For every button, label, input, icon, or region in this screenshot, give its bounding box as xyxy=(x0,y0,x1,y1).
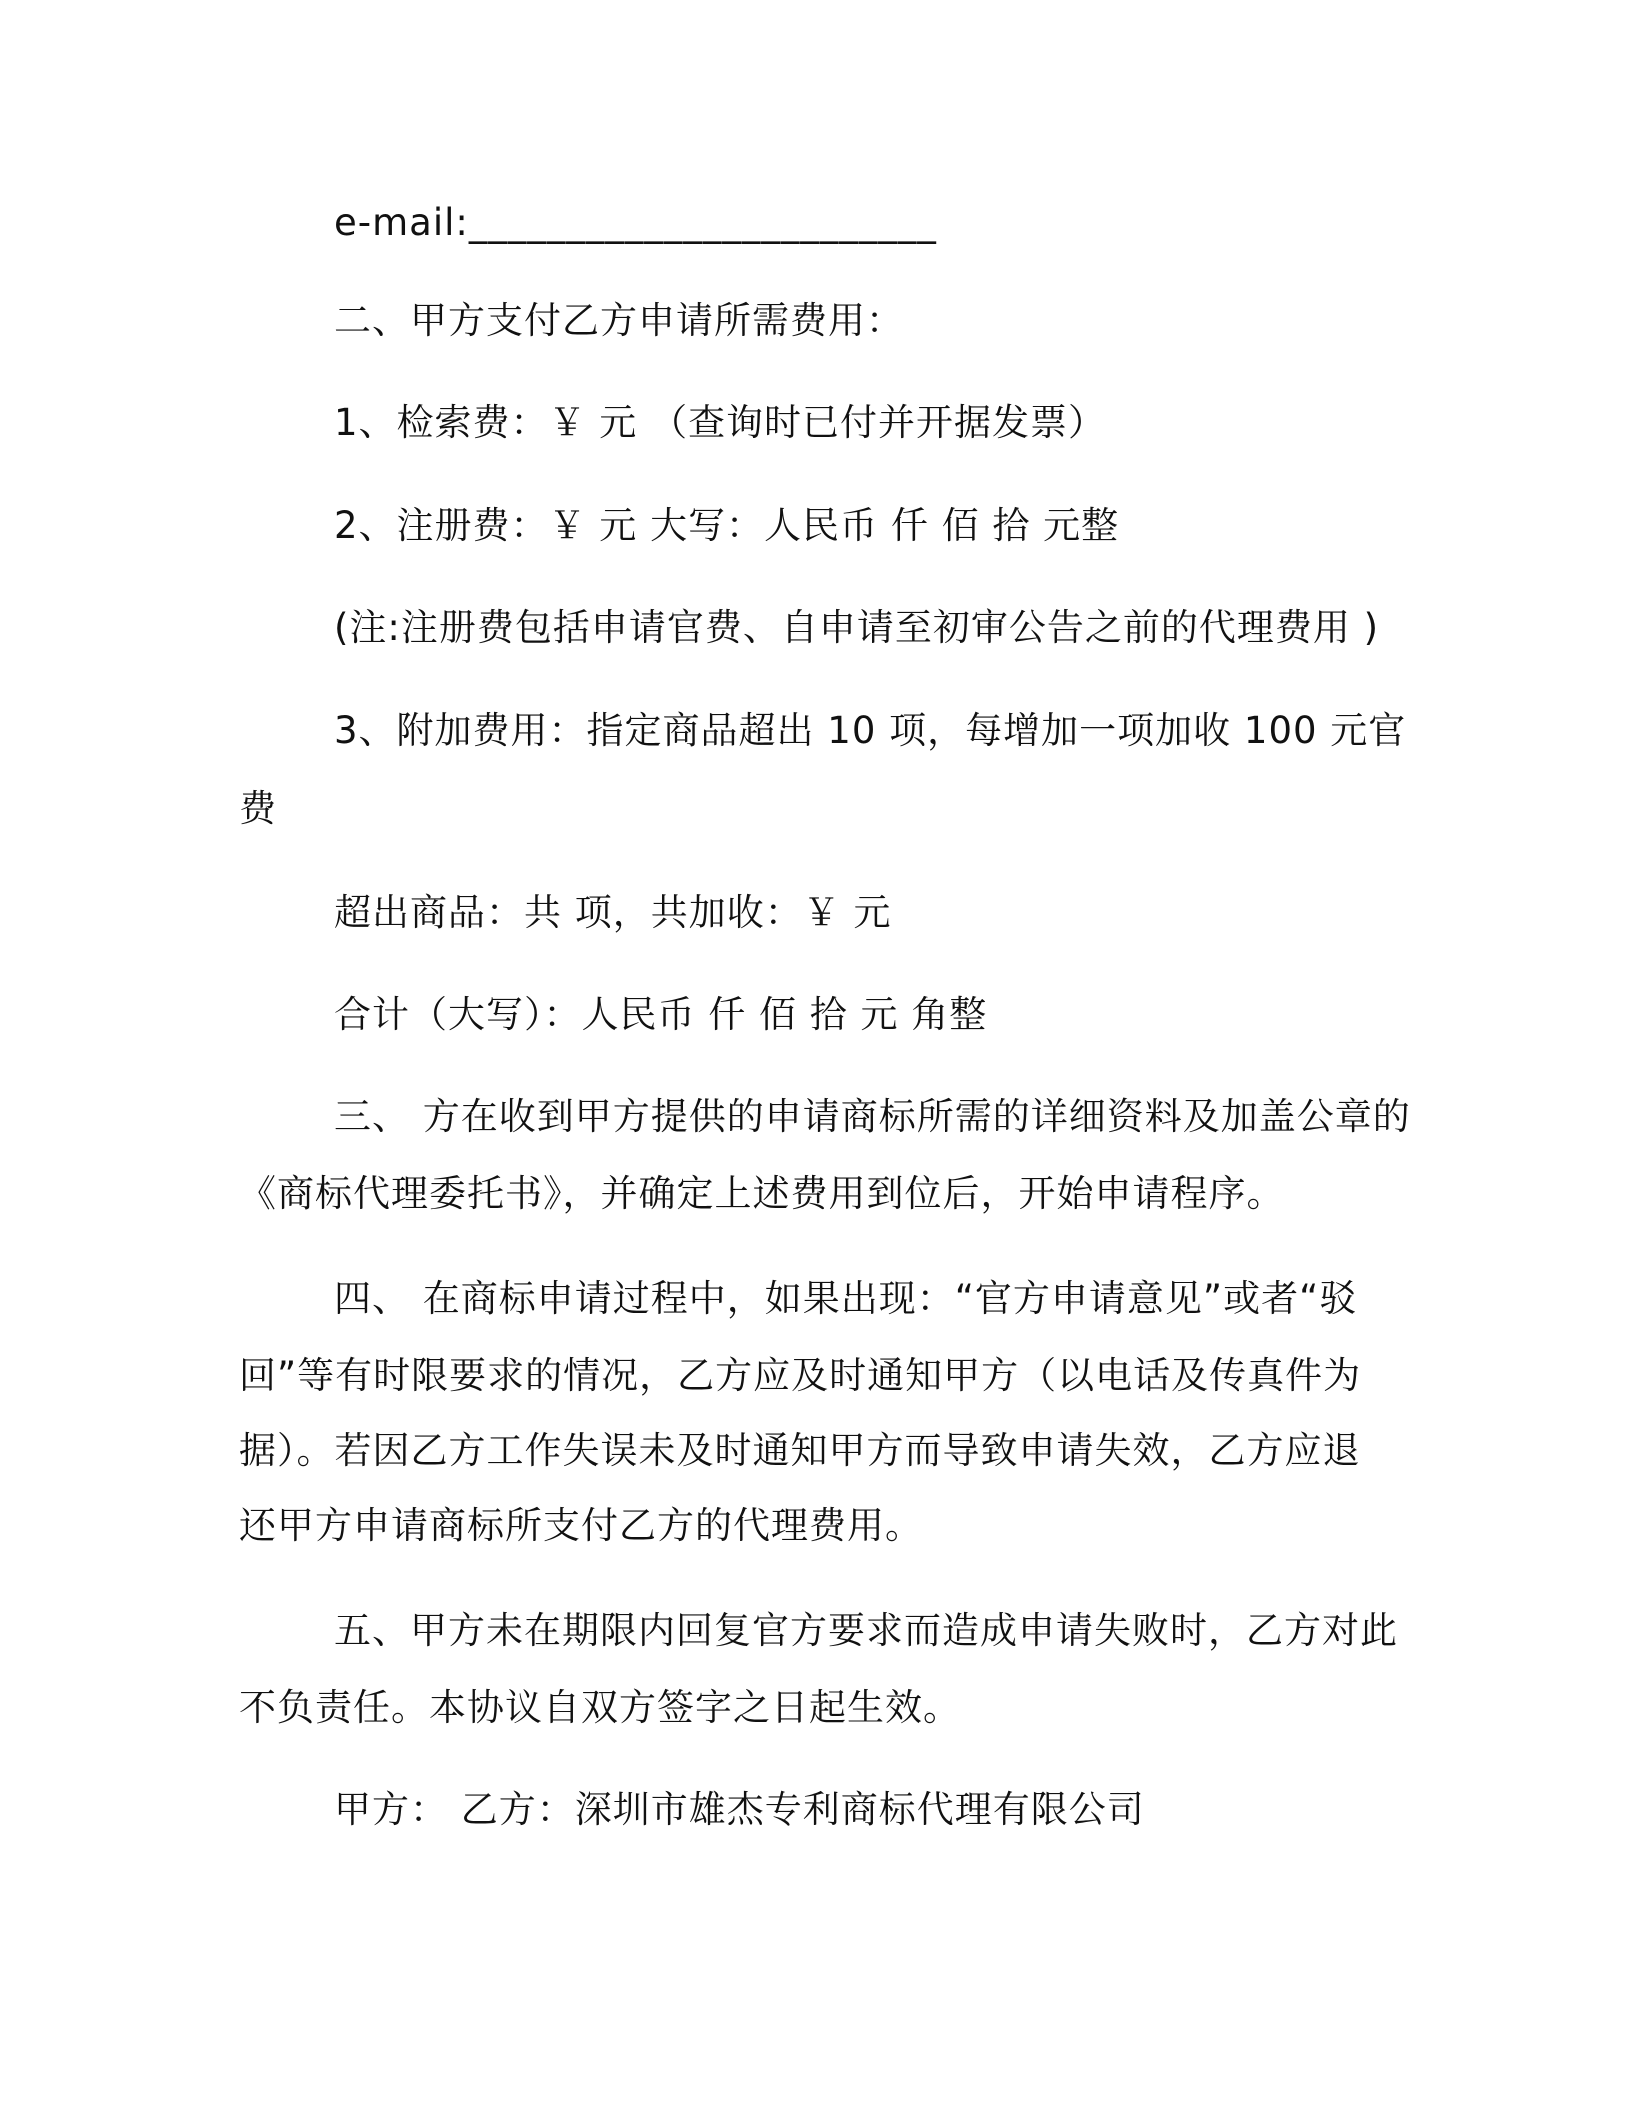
section-2-heading: 二、甲方支付乙方申请所需费用： xyxy=(334,299,904,342)
section-4-line-4: 还甲方申请商标所支付乙方的代理费用。 xyxy=(239,1504,923,1547)
registration-fee-line: 2、注册费：￥ 元 大写：人民币 仟 佰 拾 元整 xyxy=(334,504,1120,547)
additional-fee-line: 3、附加费用：指定商品超出 10 项，每增加一项加收 100 元官 xyxy=(334,709,1407,752)
section-4-line-2: 回”等有时限要求的情况，乙方应及时通知甲方（以电话及传真件为 xyxy=(239,1354,1362,1397)
email-line: e-mail:________________________ xyxy=(334,201,937,244)
section-4-line-3: 据）。若因乙方工作失误未及时通知甲方而导致申请失效，乙方应退 xyxy=(239,1429,1361,1472)
section-3-line-1: 三、 方在收到甲方提供的申请商标所需的详细资料及加盖公章的 xyxy=(334,1095,1411,1138)
search-fee-line: 1、检索费：￥ 元 （查询时已付并开据发票） xyxy=(334,401,1107,444)
total-amount-line: 合计（大写）：人民币 仟 佰 拾 元 角整 xyxy=(334,993,988,1036)
excess-goods-line: 超出商品：共 项，共加收：￥ 元 xyxy=(334,891,892,934)
section-4-line-1: 四、 在商标申请过程中，如果出现：“官方申请意见”或者“驳 xyxy=(334,1277,1358,1320)
section-5-line-1: 五、甲方未在期限内回复官方要求而造成申请失败时，乙方对此 xyxy=(334,1609,1398,1652)
registration-fee-note: (注:注册费包括申请官费、自申请至初审公告之前的代理费用 ) xyxy=(334,606,1380,649)
additional-fee-line-continued: 费 xyxy=(239,787,277,830)
signature-line: 甲方： 乙方：深圳市雄杰专利商标代理有限公司 xyxy=(334,1788,1145,1831)
section-3-line-2: 《商标代理委托书》，并确定上述费用到位后，开始申请程序。 xyxy=(239,1172,1285,1215)
section-5-line-2: 不负责任。本协议自双方签字之日起生效。 xyxy=(239,1686,961,1729)
